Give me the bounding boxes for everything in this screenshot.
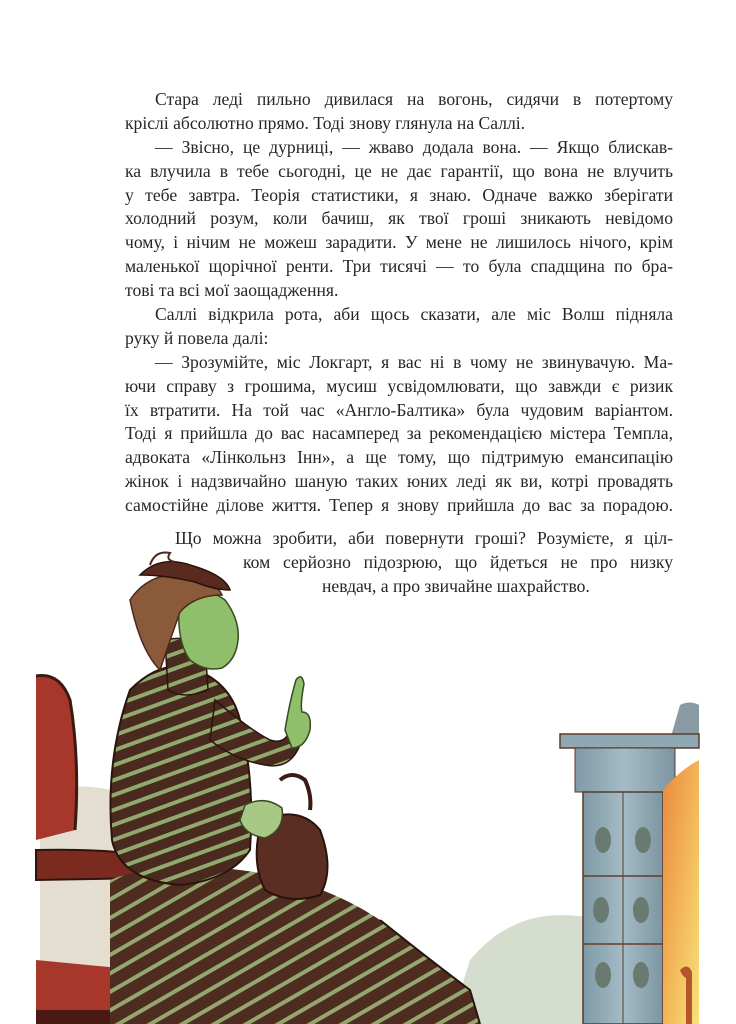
text-line: Саллі відкрила рота, аби щось сказати, але міс Волш підняла	[155, 304, 673, 325]
text-line: — Зрозумійте, міс Локгарт, я вас ні в чому не звинувачую. Ма-	[155, 351, 673, 372]
text-line: чому, і нічим не можеш зарадити. У мене не лишилось нічого, крім	[125, 232, 673, 253]
text-line: Стара леді пильно дивилася на вогонь, сидячи в потертому	[155, 89, 673, 109]
lady-bodice	[110, 638, 251, 885]
text-line: ка влучила в тебе сьогодні, це не дає гарантії, що вона не влучить	[125, 160, 673, 181]
text-line: ком серйозно підозрюю, що йдеться не про низку	[243, 552, 673, 572]
text-line: самостійне ділове життя. Тепер я знову прийшла до вас за порадою.	[125, 495, 673, 516]
text-line: холодний розум, коли бачиш, як твої гроші зникають невідомо	[125, 208, 673, 229]
text-line: у тебе завтра. Теорія статистики, я знаю. Одначе важко зберігати	[125, 184, 673, 205]
text-line: Тоді я прийшла до вас насамперед за рекомендацією містера Темпла,	[125, 423, 673, 444]
text-line: тові та всі мої заощадження.	[125, 280, 339, 301]
text-line: невдач, а про звичайне шахрайство.	[322, 576, 590, 596]
text-line: — Звісно, це дурниці, — жваво додала вона. — Якщо блискав-	[155, 136, 673, 157]
text-line: адвоката «Лінкольнз Інн», а ще тому, що підтримую емансипацію	[125, 447, 673, 468]
text-line: жінок і надзвичайно шаную таких юних леді як ви, котрі провадять	[125, 471, 673, 492]
text-line: руку й повела далі:	[125, 327, 269, 348]
body-text	[125, 88, 673, 518]
text-line: маленької щорічної ренти. Три тисячі — то була спадщина по бра-	[125, 256, 673, 277]
text-line: ючи справу з грошима, мусиш усвідомлювати, що завжди є ризик	[125, 375, 673, 396]
illustration	[0, 540, 736, 1024]
text-line: їх втратити. На той час «Англо-Балтика» була чудовим варіантом.	[125, 399, 673, 420]
text-line: кріслі абсолютно прямо. Тоді знову глянула на Саллі.	[125, 112, 526, 133]
text-line: Що можна зробити, аби повернути гроші? Розумієте, я ціл-	[175, 528, 673, 548]
